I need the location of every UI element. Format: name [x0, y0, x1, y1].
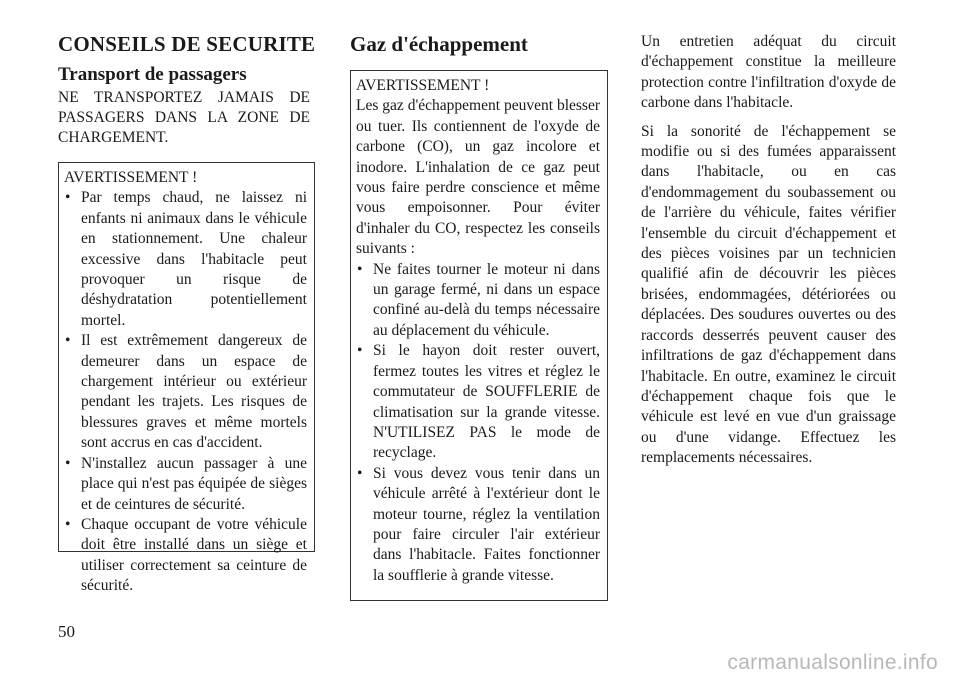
watermark-logo: carmanualsonline.info [727, 651, 938, 674]
section-title: CONSEILS DE SECURITE [58, 32, 316, 56]
warning-bullet: • Par temps chaud, ne laissez ni enfants ni animaux dans le véhicule en stationnement. Une chaleur excessive dans l'habitacle peut provoquer un risque de déshydratation potentiellement mortel. [64, 188, 307, 331]
warning-bullet: • Si vous devez vous tenir dans un véhicule arrêté à l'extérieur dont le moteur tourne, réglez la ventilation pour faire circuler l'air extérieur dans l'habitacle. Faites fonctionner la soufflerie à grande vitesse. [356, 464, 600, 586]
warning-bullet: • Chaque occupant de votre véhicule doit être installé dans un siège et utiliser correctement sa ceinture de sécurité. [64, 515, 307, 597]
warning-title: AVERTISSEMENT ! [356, 77, 490, 94]
page-number: 50 [58, 622, 75, 641]
paragraph: Si la sonorité de l'échappement se modifie ou si des fumées apparaissent dans l'habitacle, ou en cas d'endommagement du soubassement ou de l'arrière du véhicule, faites vérifier l'ensemble du circuit d'échappement et des pièces voisines par un technicien qualifié afin de découvrir les pièces brisées, endommagées, détériorées ou déplacées. Des soudures ouvertes ou des raccords desserrés peuvent causer des infiltrations de gaz d'échappement dans l'habitacle. En outre, examinez le circuit d'échappement chaque fois que le véhicule est levé en vue d'un graissage ou d'une vidange. Effectuez les remplacements nécessaires. [641, 122, 896, 467]
exhaust-maintenance-text [641, 32, 896, 477]
warning-bullet: • Il est extrêmement dangereux de demeurer dans un espace de chargement intérieur ou extérieur pendant les trajets. Les risques de blessures graves et même mortels sont accrus en cas d'accident. [64, 331, 307, 453]
warning-bullet: • N'installez aucun passager à une place qui n'est pas équipée de sièges et de ceintures de sécurité. [64, 454, 307, 515]
exhaust-gas-title: Gaz d'échappement [350, 32, 528, 56]
passenger-warning-box [58, 162, 315, 595]
exhaust-warning-box [350, 70, 608, 601]
passenger-transport-subtitle: Transport de passagers [58, 64, 247, 85]
paragraph: Un entretien adéquat du circuit d'échappement constitue la meilleure protection contre l'infiltration d'oxyde de carbone dans l'habitacle. [641, 33, 896, 112]
cargo-area-notice: NE TRANSPORTEZ JAMAIS DE PASSAGERS DANS LA ZONE DE CHARGEMENT. [58, 89, 310, 146]
passenger-warning-list [64, 188, 307, 596]
warning-bullet: • Ne faites tourner le moteur ni dans un garage fermé, ni dans un espace confiné au-delà du temps nécessaire au déplacement du véhicule. [356, 260, 600, 342]
warning-bullet: • Si le hayon doit rester ouvert, fermez toutes les vitres et réglez le commutateur de SOUFFLERIE de climatisation sur la grande vitesse. N'UTILISEZ PAS le mode de recyclage. [356, 341, 600, 463]
warning-title: AVERTISSEMENT ! [64, 169, 198, 186]
exhaust-warning-lead: Les gaz d'échappement peuvent blesser ou tuer. Ils contiennent de l'oxyde de carbone (CO), un gaz incolore et inodore. L'inhalation de ce gaz peut vous faire perdre conscience et même vous empoisonner. Pour éviter d'inhaler du CO, respectez les conseils suivants : [356, 97, 600, 258]
exhaust-warning-list [356, 260, 600, 587]
